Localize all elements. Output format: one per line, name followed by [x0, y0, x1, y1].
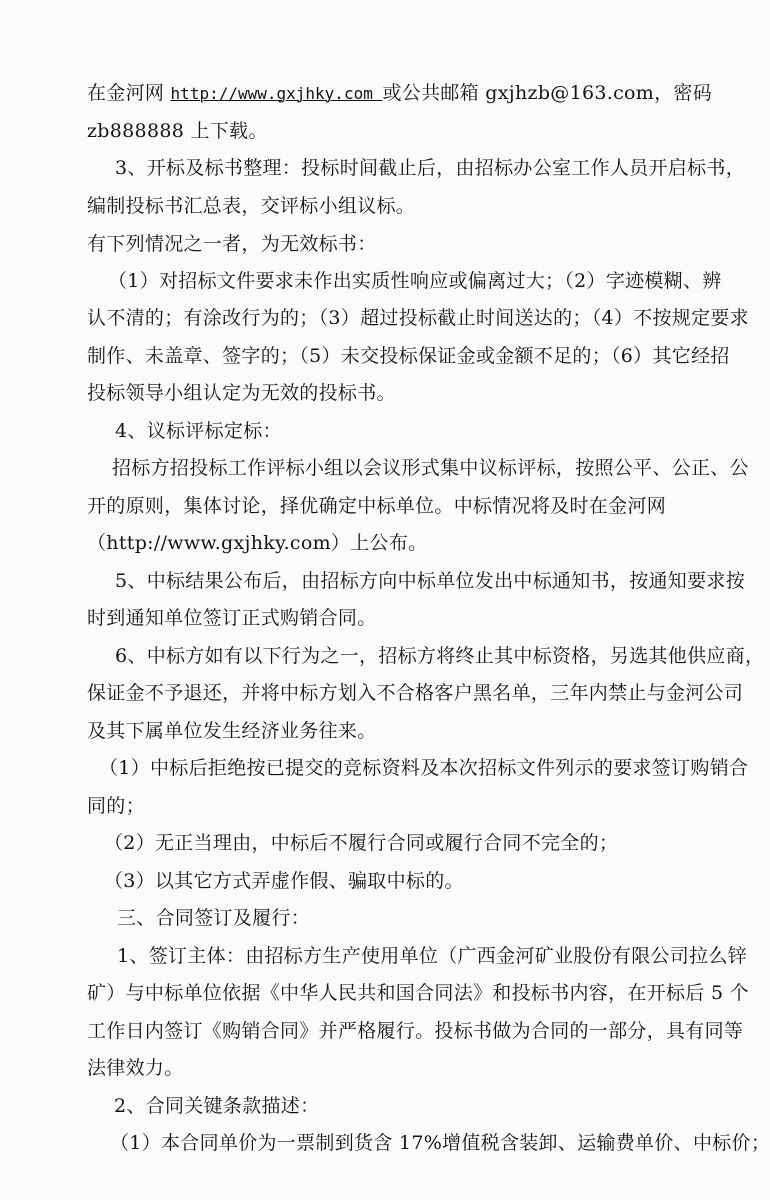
- text-line: 制作、未盖章、签字的；（5）未交投标保证金或金额不足的；（6）其它经招: [87, 345, 730, 367]
- text-line: 3、开标及标书整理：投标时间截止后，由招标办公室工作人员开启标书，: [115, 157, 745, 179]
- text-line: 有下列情况之一者，为无效标书：: [87, 233, 377, 255]
- text-line: 4、议标评标定标：: [115, 420, 282, 442]
- text-line: 法律效力。: [87, 1057, 184, 1079]
- text-line: （3）以其它方式弄虚作假、骗取中标的。: [104, 870, 464, 892]
- text-segment: 或公共邮箱 gxjhzb@163.com，密码: [382, 82, 712, 104]
- text-line: 保证金不予退还，并将中标方划入不合格客户黑名单，三年内禁止与金河公司: [87, 682, 744, 704]
- text-line: 同的；: [87, 795, 145, 817]
- text-line: 投标领导小组认定为无效的投标书。: [87, 382, 396, 404]
- text-line: zb888888 上下载。: [87, 120, 268, 142]
- text-line: 工作日内签订《购销合同》并严格履行。投标书做为合同的一部分，具有同等: [87, 1020, 744, 1042]
- text-line: （1）对招标文件要求未作出实质性响应或偏离过大；（2）字迹模糊、辨: [108, 270, 722, 292]
- text-line: 2、合同关键条款描述：: [114, 1095, 320, 1117]
- text-line: 认不清的；有涂改行为的；（3）超过投标截止时间送达的；（4）不按规定要求: [87, 307, 749, 329]
- text-line: [87, 78, 712, 109]
- text-line: 6、中标方如有以下行为之一，招标方将终止其中标资格，另选其他供应商，: [115, 645, 765, 667]
- text-line: 5、中标结果公布后，由招标方向中标单位发出中标通知书，按通知要求按: [115, 570, 745, 592]
- text-line: 开的原则，集体讨论，择优确定中标单位。中标情况将及时在金河网: [87, 495, 667, 517]
- section-heading: 三、合同签订及履行：: [117, 907, 311, 929]
- text-line: （1）本合同单价为一票制到货含 17%增值税含装卸、运输费单价、中标价；: [110, 1132, 770, 1154]
- text-line: 时到通知单位签订正式购销合同。: [87, 607, 377, 629]
- text-line: （2）无正当理由，中标后不履行合同或履行合同不完全的；: [104, 832, 619, 854]
- text-line: 1、签订主体：由招标方生产使用单位（广西金河矿业股份有限公司拉么锌: [117, 945, 747, 967]
- text-line: 编制投标书汇总表，交评标小组议标。: [87, 195, 416, 217]
- text-line: 及其下属单位发生经济业务往来。: [87, 720, 377, 742]
- text-line: （1）中标后拒绝按已提交的竞标资料及本次招标文件列示的要求签订购销合: [99, 757, 749, 779]
- text-segment: 在金河网: [87, 82, 171, 104]
- text-line: （http://www.gxjhky.com）上公布。: [87, 532, 428, 554]
- text-line: 矿）与中标单位依据《中华人民共和国合同法》和投标书内容，在开标后 5 个: [87, 982, 749, 1004]
- text-line: 招标方招投标工作评标小组以会议形式集中议标评标，按照公平、公正、公: [112, 457, 749, 479]
- website-link[interactable]: http://www.gxjhky.com: [170, 84, 383, 103]
